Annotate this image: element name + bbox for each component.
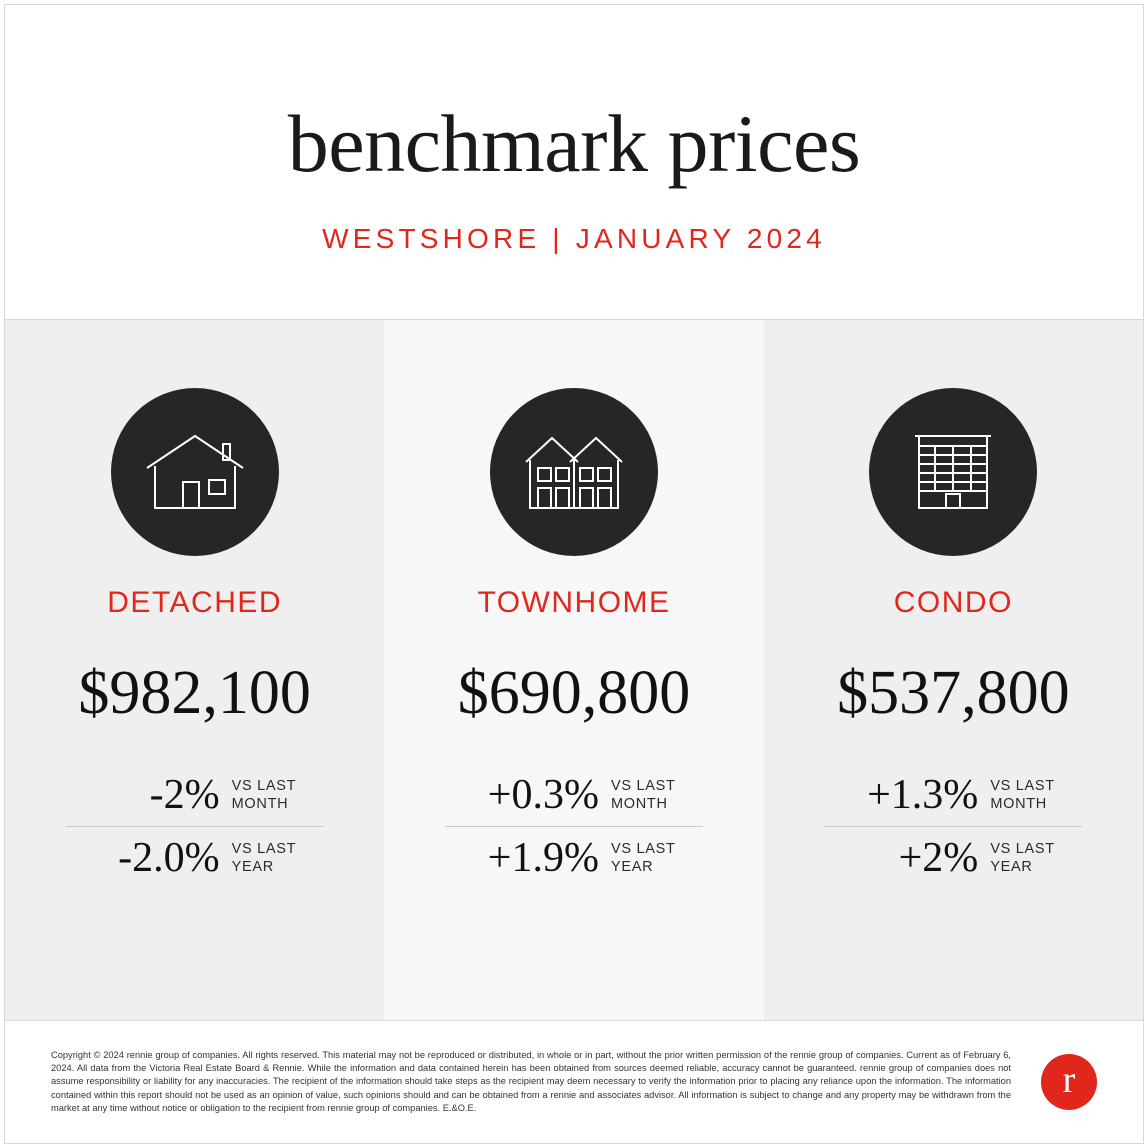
price-detached: $982,100 xyxy=(78,659,311,727)
header-subtitle: WESTSHORE | JANUARY 2024 xyxy=(322,223,826,254)
category-label-townhome: TOWNHOME xyxy=(477,586,671,619)
stat-row-year-detached xyxy=(66,827,324,889)
price-condo: $537,800 xyxy=(837,659,1070,727)
rennie-logo xyxy=(1041,1054,1097,1110)
month-caption-detached: VS LAST MONTH xyxy=(231,777,296,812)
column-detached xyxy=(5,320,384,1020)
detached-house-icon xyxy=(111,388,279,556)
year-change-townhome: +1.9% xyxy=(487,835,599,881)
header xyxy=(5,5,1143,320)
stat-row-month-condo xyxy=(824,764,1082,826)
year-caption-condo: VS LAST YEAR xyxy=(990,840,1055,875)
column-townhome xyxy=(384,320,763,1020)
stat-row-month-townhome xyxy=(445,764,703,826)
stats-condo xyxy=(824,764,1082,889)
disclaimer-text: Copyright © 2024 rennie group of companies. All rights reserved. This material may not be reproduced or distributed, in whole or in part, without the prior written permission of the rennie group of companies. Current as of February 6, 2024. All data from the Victoria Real Estate Board & Rennie. While the information and data contained herein has been obtained from sources deemed reliable, accuracy cannot be guaranteed. rennie group of companies does not assume responsibility or liability for any inaccuracies. The recipient of the information should take steps as the recipient may deem necessary to verify the information prior to placing any reliance upon the information. The information contained within this report should not be used as an opinion of value, such opinions should and can be obtained from a rennie and associates advisor. All information is subject to change and any property may be withdrawn from the market at any time without notice or obligation to the recipient from rennie group of companies. E.&O.E. xyxy=(51,1050,1011,1113)
month-change-condo: +1.3% xyxy=(867,772,979,818)
month-change-detached: -2% xyxy=(149,772,220,818)
condo-building-icon xyxy=(869,388,1037,556)
stats-detached xyxy=(66,764,324,889)
category-label-detached: DETACHED xyxy=(107,586,283,619)
stats-townhome xyxy=(445,764,703,889)
stat-row-month-detached xyxy=(66,764,324,826)
footer xyxy=(5,1020,1143,1143)
year-change-condo: +2% xyxy=(898,835,979,881)
year-change-detached: -2.0% xyxy=(118,835,220,881)
year-caption-detached: VS LAST YEAR xyxy=(231,840,296,875)
month-change-townhome: +0.3% xyxy=(487,772,599,818)
stats-columns xyxy=(5,320,1143,1020)
column-condo xyxy=(764,320,1143,1020)
stat-row-year-townhome xyxy=(445,827,703,889)
price-townhome: $690,800 xyxy=(457,659,691,727)
month-caption-townhome: VS LAST MONTH xyxy=(610,777,676,812)
year-caption-townhome: VS LAST YEAR xyxy=(610,840,676,875)
logo-letter: r xyxy=(1062,1059,1076,1101)
townhome-icon xyxy=(490,388,658,556)
page-title: benchmark prices xyxy=(287,98,861,189)
category-label-condo: CONDO xyxy=(893,586,1013,619)
month-caption-condo: VS LAST MONTH xyxy=(990,777,1055,812)
stat-row-year-condo xyxy=(824,827,1082,889)
